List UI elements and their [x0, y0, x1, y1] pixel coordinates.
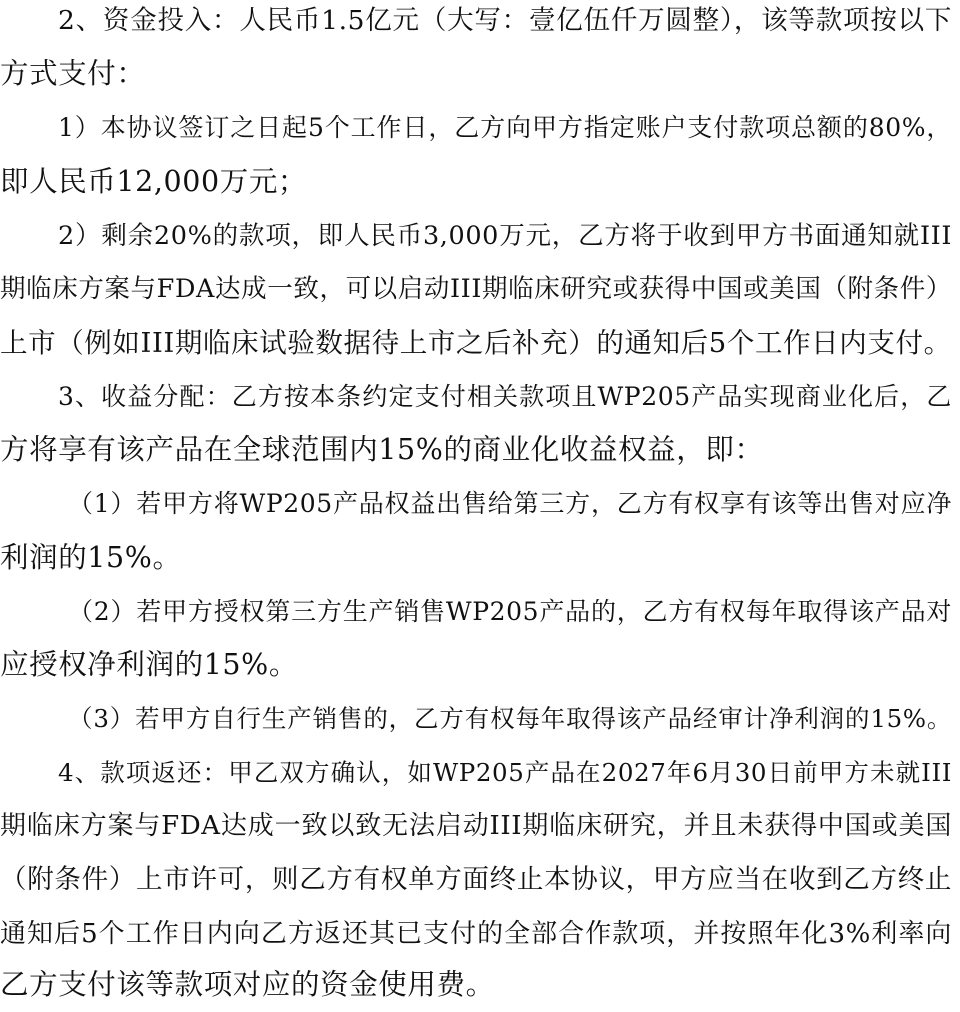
text-line: 利润的15%。: [0, 541, 182, 574]
text-line: （1）若甲方将WP205产品权益出售给第三方，乙方有权享有该等出售对应净: [68, 489, 952, 518]
text-line: 方将享有该产品在全球范围内15%的商业化收益权益，即：: [0, 433, 764, 466]
text-line: 即人民币12,000万元；: [0, 165, 308, 198]
text-line: 通知后5个工作日内向乙方返还其已支付的全部合作款项，并按照年化3%利率向: [0, 919, 952, 949]
text-line: 2）剩余20%的款项，即人民币3,000万元，乙方将于收到甲方书面通知就III: [58, 221, 952, 251]
text-line: 期临床方案与FDA达成一致，可以启动III期临床研究或获得中国或美国（附条件）: [0, 274, 952, 304]
text-line: 上市（例如III期临床试验数据待上市之后补充）的通知后5个工作日内支付。: [0, 327, 952, 359]
text-line: 乙方支付该等款项对应的资金使用费。: [0, 968, 495, 1001]
text-line: 3、收益分配：乙方按本条约定支付相关款项且WP205产品实现商业化后，乙: [58, 382, 952, 411]
text-line: （附条件）上市许可，则乙方有权单方面终止本协议，甲方应当在收到乙方终止: [0, 864, 952, 895]
text-line: 方式支付：: [0, 57, 146, 90]
text-line: （3）若甲方自行生产销售的，乙方有权每年取得该产品经审计净利润的15%。: [68, 704, 952, 733]
text-line: 应授权净利润的15%。: [0, 648, 298, 681]
text-line: 1）本协议签订之日起5个工作日，乙方向甲方指定账户支付款项总额的80%，: [58, 113, 952, 142]
text-line: 4、款项返还：甲乙双方确认，如WP205产品在2027年6月30日前甲方未就III: [58, 758, 952, 787]
text-line: （2）若甲方授权第三方生产销售WP205产品的，乙方有权每年取得该产品对: [68, 597, 952, 626]
text-line: 期临床方案与FDA达成一致以致无法启动III期临床研究，并且未获得中国或美国: [0, 811, 952, 841]
text-line: 2、资金投入：人民币1.5亿元（大写：壹亿伍仟万圆整），该等款项按以下: [58, 5, 952, 36]
